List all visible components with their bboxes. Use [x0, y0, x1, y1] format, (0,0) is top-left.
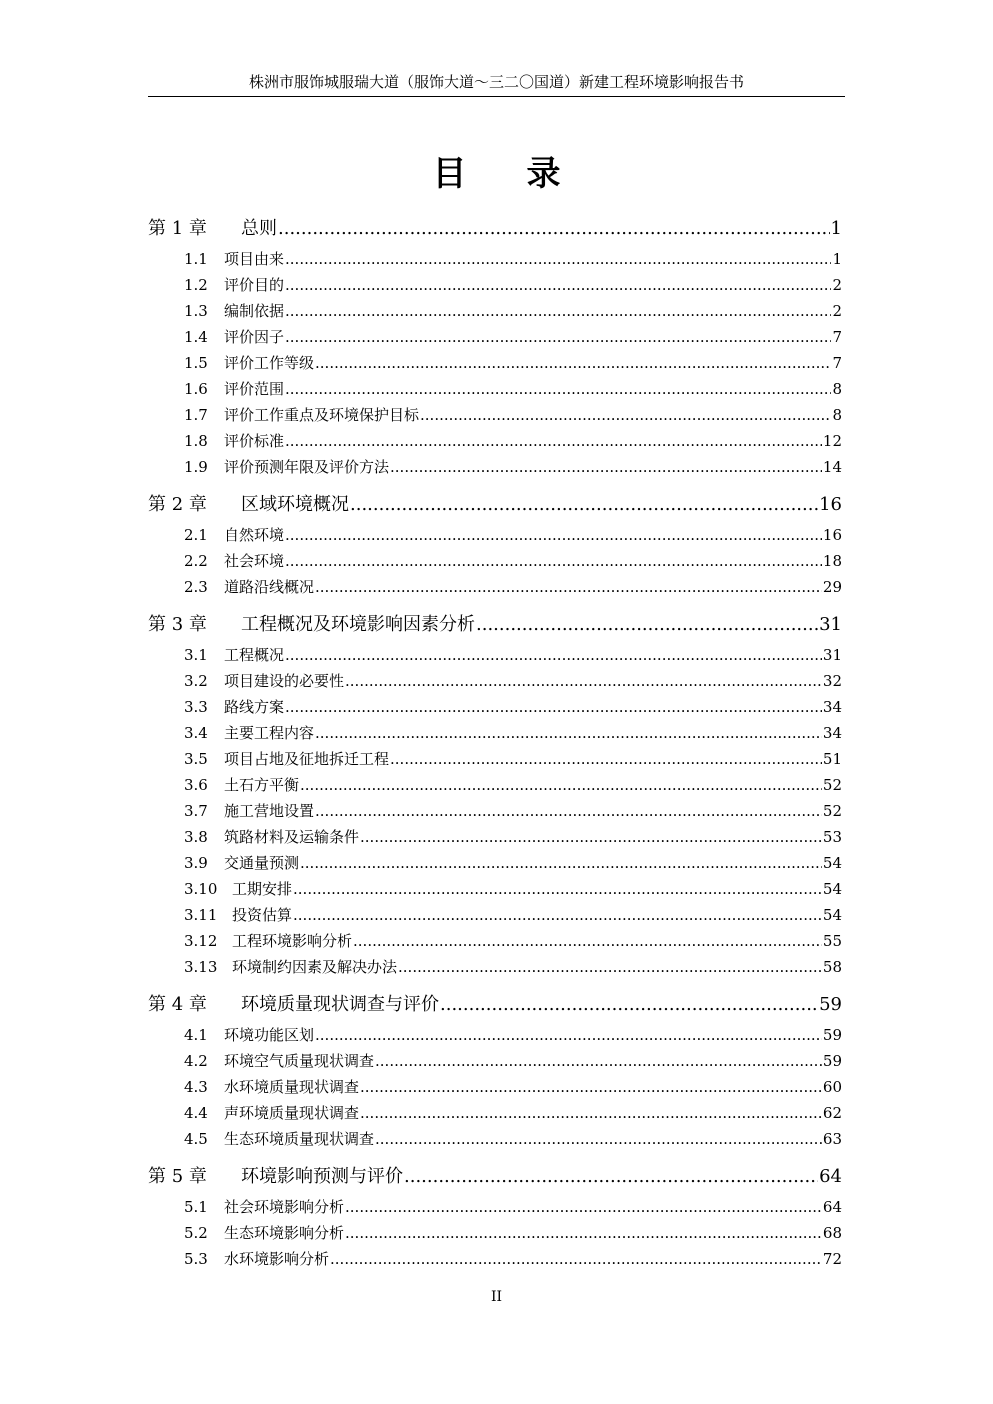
toc-entry-page: 51 — [822, 750, 842, 768]
toc-section-entry[interactable] — [148, 954, 842, 980]
toc-entry-page: 54 — [822, 906, 842, 924]
toc-entry-label: 水环境影响分析 — [224, 1250, 330, 1268]
toc-entry-page: 58 — [822, 958, 842, 976]
toc-section-entry[interactable] — [148, 850, 842, 876]
toc-chapter-entry[interactable] — [148, 212, 842, 246]
toc-section-entry[interactable] — [148, 1048, 842, 1074]
toc-entry-number: 3.12 — [184, 932, 218, 950]
toc-section-entry[interactable] — [148, 798, 842, 824]
toc-dot-leader — [315, 350, 831, 376]
toc-entry-label: 评价因子 — [224, 328, 285, 346]
toc-section-entry[interactable] — [148, 272, 842, 298]
toc-entry-page: 2 — [832, 302, 842, 320]
toc-dot-leader — [315, 574, 822, 600]
toc-entry-page: 8 — [832, 380, 842, 398]
toc-entry-page: 8 — [832, 406, 842, 424]
toc-dot-leader — [390, 454, 822, 480]
toc-entry-number: 第 1 章 — [148, 218, 207, 239]
toc-entry-label: 项目占地及征地拆迁工程 — [224, 750, 390, 768]
toc-entry-label: 编制依据 — [224, 302, 285, 320]
toc-entry-label: 评价标准 — [224, 432, 285, 450]
toc-section-entry[interactable] — [148, 376, 842, 402]
toc-entry-label: 投资估算 — [232, 906, 293, 924]
toc-entry-label: 土石方平衡 — [224, 776, 300, 794]
toc-entry-page: 1 — [830, 218, 842, 239]
toc-chapter-entry[interactable] — [148, 488, 842, 522]
toc-dot-leader — [345, 1220, 822, 1246]
toc-entry-number: 1.7 — [184, 406, 208, 424]
toc-chapter-entry[interactable] — [148, 1160, 842, 1194]
toc-entry-page: 31 — [822, 646, 842, 664]
toc-entry-number: 3.11 — [184, 906, 218, 924]
toc-entry-page: 14 — [822, 458, 842, 476]
toc-dot-leader — [398, 954, 822, 980]
toc-entry-label: 水环境质量现状调查 — [224, 1078, 360, 1096]
toc-entry-number: 3.10 — [184, 880, 218, 898]
toc-dot-leader — [345, 1194, 822, 1220]
table-of-contents — [148, 212, 842, 1272]
toc-entry-page: 7 — [832, 354, 842, 372]
toc-section-entry[interactable] — [148, 1194, 842, 1220]
toc-entry-number: 3.6 — [184, 776, 208, 794]
toc-entry-page: 53 — [822, 828, 842, 846]
toc-entry-number: 第 5 章 — [148, 1166, 207, 1187]
toc-section-entry[interactable] — [148, 298, 842, 324]
toc-entry-page: 68 — [822, 1224, 842, 1242]
toc-section-entry[interactable] — [148, 1220, 842, 1246]
toc-section-entry[interactable] — [148, 522, 842, 548]
toc-section-entry[interactable] — [148, 574, 842, 600]
toc-entry-page: 52 — [822, 776, 842, 794]
toc-entry-number: 3.7 — [184, 802, 208, 820]
page-number: II — [490, 1289, 503, 1305]
toc-entry-number: 3.9 — [184, 854, 208, 872]
toc-section-entry[interactable] — [148, 902, 842, 928]
toc-entry-label: 自然环境 — [224, 526, 285, 544]
toc-dot-leader — [285, 642, 822, 668]
toc-entry-label: 环境功能区划 — [224, 1026, 315, 1044]
toc-entry-page: 59 — [822, 1052, 842, 1070]
toc-entry-label: 评价目的 — [224, 276, 285, 294]
toc-entry-number: 4.3 — [184, 1078, 208, 1096]
toc-entry-label: 工程概况及环境影响因素分析 — [241, 614, 475, 635]
toc-section-entry[interactable] — [148, 1100, 842, 1126]
toc-entry-number: 4.4 — [184, 1104, 208, 1122]
toc-entry-label: 环境制约因素及解决办法 — [232, 958, 398, 976]
toc-entry-page: 60 — [822, 1078, 842, 1096]
toc-entry-number: 1.9 — [184, 458, 208, 476]
toc-entry-label: 路线方案 — [224, 698, 285, 716]
toc-section-entry[interactable] — [148, 668, 842, 694]
toc-dot-leader — [315, 1022, 822, 1048]
toc-entry-label: 评价工作等级 — [224, 354, 315, 372]
toc-dot-leader — [285, 694, 822, 720]
toc-entry-label: 项目建设的必要性 — [224, 672, 345, 690]
toc-section-entry[interactable] — [148, 246, 842, 272]
toc-entry-page: 64 — [822, 1198, 842, 1216]
toc-entry-number: 1.8 — [184, 432, 208, 450]
toc-entry-page: 2 — [832, 276, 842, 294]
toc-entry-number: 第 4 章 — [148, 994, 207, 1015]
toc-dot-leader — [315, 798, 822, 824]
toc-dot-leader — [330, 1246, 822, 1272]
toc-entry-number: 3.5 — [184, 750, 208, 768]
toc-section-entry[interactable] — [148, 928, 842, 954]
toc-entry-label: 生态环境影响分析 — [224, 1224, 345, 1242]
toc-entry-page: 16 — [822, 526, 842, 544]
toc-dot-leader — [476, 608, 818, 642]
toc-entry-label: 工程环境影响分析 — [232, 932, 353, 950]
toc-dot-leader — [375, 1126, 822, 1152]
toc-entry-number: 5.1 — [184, 1198, 208, 1216]
toc-entry-label: 环境空气质量现状调查 — [224, 1052, 375, 1070]
toc-entry-label: 区域环境概况 — [241, 494, 349, 515]
toc-entry-number: 3.13 — [184, 958, 218, 976]
toc-dot-leader — [285, 298, 831, 324]
toc-dot-leader — [285, 522, 822, 548]
toc-entry-label: 项目由来 — [224, 250, 285, 268]
toc-dot-leader — [375, 1048, 822, 1074]
toc-dot-leader — [293, 902, 822, 928]
toc-dot-leader — [285, 246, 831, 272]
toc-entry-label: 评价工作重点及环境保护目标 — [224, 406, 420, 424]
toc-entry-page: 7 — [832, 328, 842, 346]
toc-dot-leader — [440, 988, 818, 1022]
toc-entry-page: 16 — [819, 494, 842, 515]
toc-entry-number: 第 3 章 — [148, 614, 207, 635]
toc-entry-label: 道路沿线概况 — [224, 578, 315, 596]
toc-dot-leader — [360, 1074, 822, 1100]
toc-chapter-entry[interactable] — [148, 608, 842, 642]
toc-entry-number: 3.8 — [184, 828, 208, 846]
toc-entry-label: 交通量预测 — [224, 854, 300, 872]
page-title: 目录 — [432, 154, 621, 194]
toc-entry-number: 4.5 — [184, 1130, 208, 1148]
toc-dot-leader — [315, 720, 822, 746]
toc-dot-leader — [285, 376, 831, 402]
toc-entry-label: 环境影响预测与评价 — [241, 1166, 403, 1187]
toc-section-entry[interactable] — [148, 876, 842, 902]
toc-section-entry[interactable] — [148, 1022, 842, 1048]
toc-entry-label: 筑路材料及运输条件 — [224, 828, 360, 846]
toc-entry-page: 18 — [822, 552, 842, 570]
toc-section-entry[interactable] — [148, 746, 842, 772]
toc-entry-label: 评价范围 — [224, 380, 285, 398]
toc-entry-number: 3.3 — [184, 698, 208, 716]
toc-dot-leader — [285, 548, 822, 574]
toc-entry-number: 1.2 — [184, 276, 208, 294]
toc-dot-leader — [360, 1100, 822, 1126]
toc-dot-leader — [350, 488, 818, 522]
toc-section-entry[interactable] — [148, 1074, 842, 1100]
toc-section-entry[interactable] — [148, 1126, 842, 1152]
toc-dot-leader — [360, 824, 822, 850]
toc-entry-label: 声环境质量现状调查 — [224, 1104, 360, 1122]
toc-dot-leader — [293, 876, 822, 902]
toc-entry-number: 1.1 — [184, 250, 208, 268]
toc-entry-number: 4.1 — [184, 1026, 208, 1044]
toc-entry-page: 59 — [822, 1026, 842, 1044]
toc-entry-number: 2.3 — [184, 578, 208, 596]
toc-entry-page: 31 — [819, 614, 842, 635]
toc-section-entry[interactable] — [148, 694, 842, 720]
toc-entry-number: 5.3 — [184, 1250, 208, 1268]
toc-section-entry[interactable] — [148, 350, 842, 376]
toc-section-entry[interactable] — [148, 402, 842, 428]
toc-entry-page: 63 — [822, 1130, 842, 1148]
toc-entry-number: 3.2 — [184, 672, 208, 690]
toc-entry-label: 社会环境 — [224, 552, 285, 570]
toc-entry-label: 施工营地设置 — [224, 802, 315, 820]
toc-entry-number: 1.3 — [184, 302, 208, 320]
toc-section-entry[interactable] — [148, 324, 842, 350]
toc-entry-page: 32 — [822, 672, 842, 690]
toc-entry-label: 评价预测年限及评价方法 — [224, 458, 390, 476]
toc-entry-page: 54 — [822, 880, 842, 898]
toc-entry-page: 59 — [819, 994, 842, 1015]
toc-entry-label: 工程概况 — [224, 646, 285, 664]
running-header: 株洲市服饰城服瑞大道（服饰大道～三二〇国道）新建工程环境影响报告书 — [248, 73, 744, 91]
toc-entry-page: 72 — [822, 1250, 842, 1268]
toc-section-entry[interactable] — [148, 428, 842, 454]
toc-entry-page: 62 — [822, 1104, 842, 1122]
toc-entry-number: 1.6 — [184, 380, 208, 398]
toc-section-entry[interactable] — [148, 548, 842, 574]
header-rule — [148, 96, 845, 97]
toc-entry-page: 52 — [822, 802, 842, 820]
toc-entry-number: 5.2 — [184, 1224, 208, 1242]
toc-dot-leader — [285, 272, 831, 298]
toc-section-entry[interactable] — [148, 1246, 842, 1272]
toc-dot-leader — [300, 850, 822, 876]
toc-section-entry[interactable] — [148, 824, 842, 850]
toc-dot-leader — [285, 428, 822, 454]
toc-dot-leader — [278, 212, 830, 246]
toc-dot-leader — [300, 772, 822, 798]
toc-dot-leader — [353, 928, 822, 954]
toc-entry-label: 工期安排 — [232, 880, 293, 898]
toc-chapter-entry[interactable] — [148, 988, 842, 1022]
toc-entry-number: 3.1 — [184, 646, 208, 664]
toc-entry-label: 总则 — [241, 218, 277, 239]
toc-entry-page: 12 — [822, 432, 842, 450]
toc-entry-number: 3.4 — [184, 724, 208, 742]
toc-dot-leader — [285, 324, 831, 350]
toc-entry-page: 1 — [832, 250, 842, 268]
toc-entry-label: 主要工程内容 — [224, 724, 315, 742]
toc-entry-number: 2.1 — [184, 526, 208, 544]
toc-entry-number: 1.5 — [184, 354, 208, 372]
toc-dot-leader — [420, 402, 831, 428]
toc-entry-number: 2.2 — [184, 552, 208, 570]
toc-entry-page: 55 — [822, 932, 842, 950]
toc-entry-number: 4.2 — [184, 1052, 208, 1070]
toc-entry-label: 环境质量现状调查与评价 — [241, 994, 439, 1015]
toc-dot-leader — [345, 668, 822, 694]
toc-entry-page: 34 — [822, 724, 842, 742]
toc-entry-number: 第 2 章 — [148, 494, 207, 515]
toc-entry-page: 29 — [822, 578, 842, 596]
toc-entry-label: 生态环境质量现状调查 — [224, 1130, 375, 1148]
toc-dot-leader — [390, 746, 822, 772]
toc-entry-label: 社会环境影响分析 — [224, 1198, 345, 1216]
toc-dot-leader — [404, 1160, 818, 1194]
toc-entry-number: 1.4 — [184, 328, 208, 346]
toc-entry-page: 54 — [822, 854, 842, 872]
toc-section-entry[interactable] — [148, 772, 842, 798]
toc-section-entry[interactable] — [148, 642, 842, 668]
toc-section-entry[interactable] — [148, 720, 842, 746]
toc-entry-page: 34 — [822, 698, 842, 716]
toc-section-entry[interactable] — [148, 454, 842, 480]
toc-entry-page: 64 — [819, 1166, 842, 1187]
